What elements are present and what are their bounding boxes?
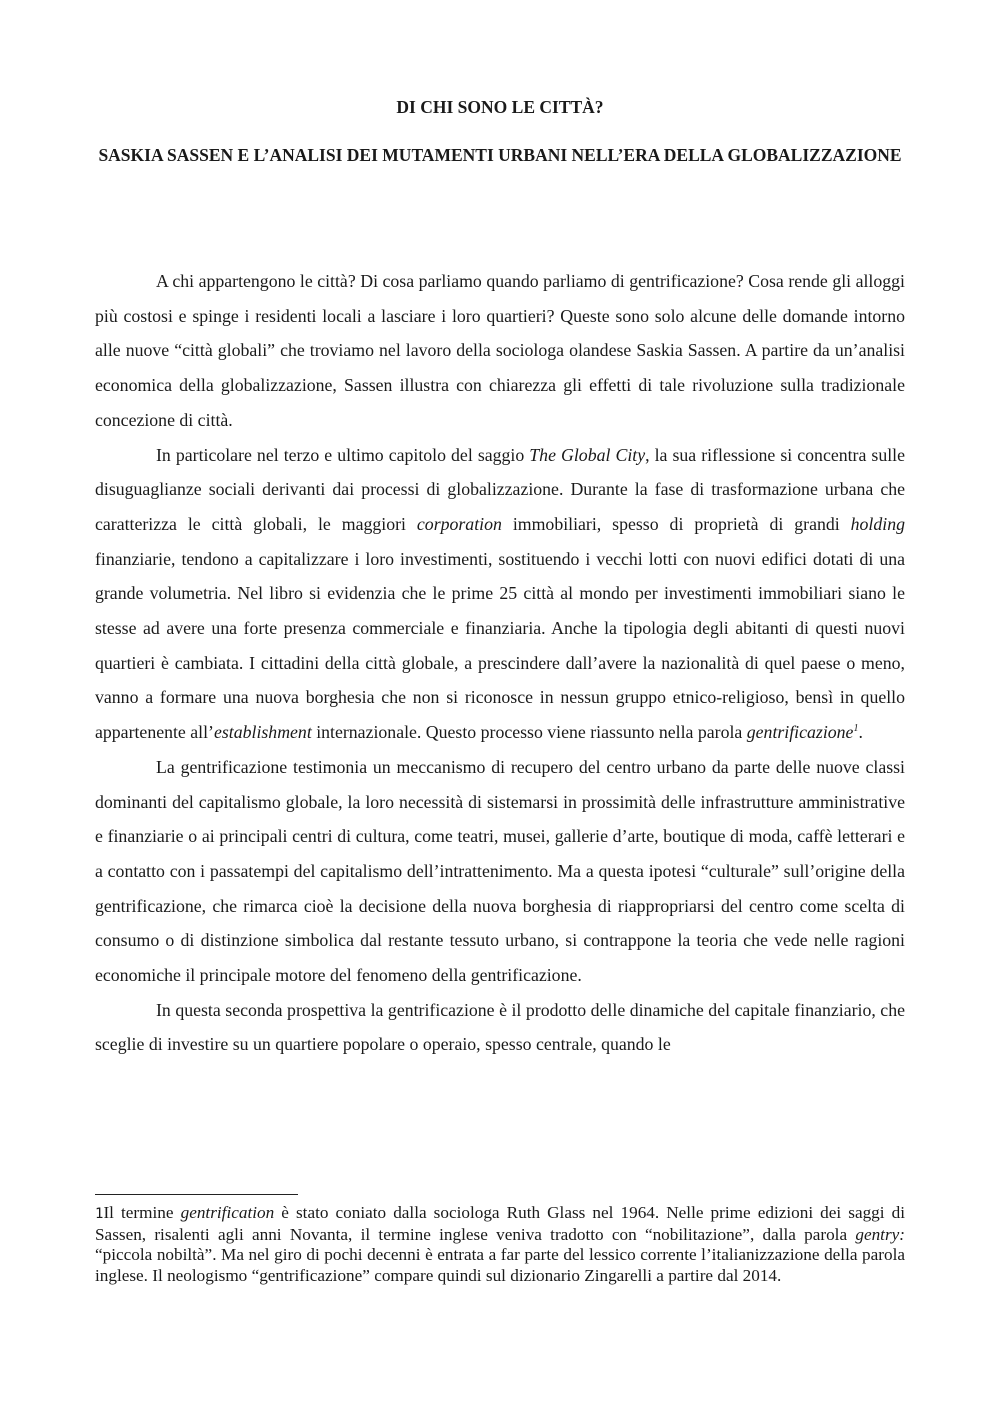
term-corporation: corporation <box>416 513 502 534</box>
paragraph-2-text-6: . <box>858 722 863 743</box>
paragraph-2-text-5: internazionale. Questo processo viene riassunto nella parola <box>311 722 747 743</box>
paragraph-3: La gentrificazione testimonia un meccanismo di recupero del centro urbano da parte delle nuove classi dominanti del capitalismo globale, la loro necessità di sistemarsi in prossimità delle infrastrutture amministrative e finanziarie o ai principali centri di cultura, come teatri, musei, gallerie d’arte, boutique di moda, caffè letterari e a contatto con i passatempi del capitalismo dell’intrattenimento. Ma a questa ipotesi “culturale” sull’origine della gentrificazione, che rimarca cioè la decisione della nuova borghesia di riappropriarsi del centro come scelta di consumo o di distinzione simbolica dal restante tessuto urbano, si contrappone la teoria che vede nelle ragioni economiche il principale motore del fenomeno della gentrificazione. <box>95 756 905 986</box>
paragraph-4: In questa seconda prospettiva la gentrificazione è il prodotto delle dinamiche del capitale finanziario, che sceglie di investire su un quartiere popolare o operaio, spesso centrale, quando le <box>95 999 905 1055</box>
document-subtitle: SASKIA SASSEN E L’ANALISI DEI MUTAMENTI URBANI NELL’ERA DELLA GLOBALIZZAZIONE <box>98 145 902 165</box>
book-title-the-global-city: The Global City <box>529 444 646 465</box>
paragraph-2-text-3: immobiliari, spesso di proprietà di grandi <box>501 513 851 534</box>
term-establishment: establishment <box>213 722 312 743</box>
paragraph-2-text-2: , la sua riflessione si concentra sulle disuguaglianze sociali derivanti dai processi di globalizzazione. Durante la fase di trasformazione urbana che caratterizza le città globali, le maggiori <box>95 444 906 534</box>
paragraph-2 <box>95 438 905 750</box>
paragraph-2-text-4: finanziarie, tendono a capitalizzare i loro investimenti, sostituendo i vecchi lotti con nuovi edifici dotati di una grande volumetria. Nel libro si evidenzia che le prime 25 città al mondo per investimenti immobiliari siano le stesse ad avere una forte presenza commerciale e finanziaria. Anche la tipologia degli abitanti di questi nuovi quartieri è cambiata. I cittadini della città globale, a prescindere dall’avere la nazionalità di quel paese o meno, vanno a formare una nuova borghesia che non si riconosce in nessun gruppo etnico-religioso, bensì in quello appartenente all’ <box>95 548 905 743</box>
footnote-text-3: “piccola nobiltà”. Ma nel giro di pochi decenni è entrata a far parte del lessico corrente l’italianizzazione della parola inglese. Il neologismo “gentrificazione” compare quindi sul dizionario Zingarelli a partire dal 2014. <box>95 1245 905 1285</box>
term-holding: holding <box>850 513 905 534</box>
term-gentry: gentry: <box>855 1224 905 1244</box>
footnote-text-2: è stato coniato dalla sociologa Ruth Glass nel 1964. Nelle prime edizioni dei saggi di Sassen, risalenti agli anni Novanta, il termine inglese veniva tradotto con “nobilitazione”, dalla parola <box>95 1203 905 1244</box>
footnote-reference-1[interactable]: 1 <box>853 723 859 735</box>
footnote-1 <box>95 1203 905 1286</box>
footnote-number: 1 <box>95 1206 104 1222</box>
footnote-text-1: Il termine <box>103 1203 181 1222</box>
term-gentrificazione: gentrificazione <box>746 722 854 743</box>
term-gentrification: gentrification <box>180 1203 275 1222</box>
paragraph-1: A chi appartengono le città? Di cosa parliamo quando parliamo di gentrificazione? Cosa rende gli alloggi più costosi e spinge i residenti locali a lasciare i loro quartieri? Queste sono solo alcune delle domande intorno alle nuove “città globali” che troviamo nel lavoro della sociologa olandese Saskia Sassen. A partire da un’analisi economica della globalizzazione, Sassen illustra con chiarezza gli effetti di tale rivoluzione sulla tradizionale concezione di città. <box>95 271 905 430</box>
paragraph-2-text-1: In particolare nel terzo e ultimo capitolo del saggio <box>156 444 530 465</box>
footnote-separator <box>95 1194 298 1195</box>
document-title: DI CHI SONO LE CITTÀ? <box>396 97 604 117</box>
body-text <box>95 264 905 1062</box>
